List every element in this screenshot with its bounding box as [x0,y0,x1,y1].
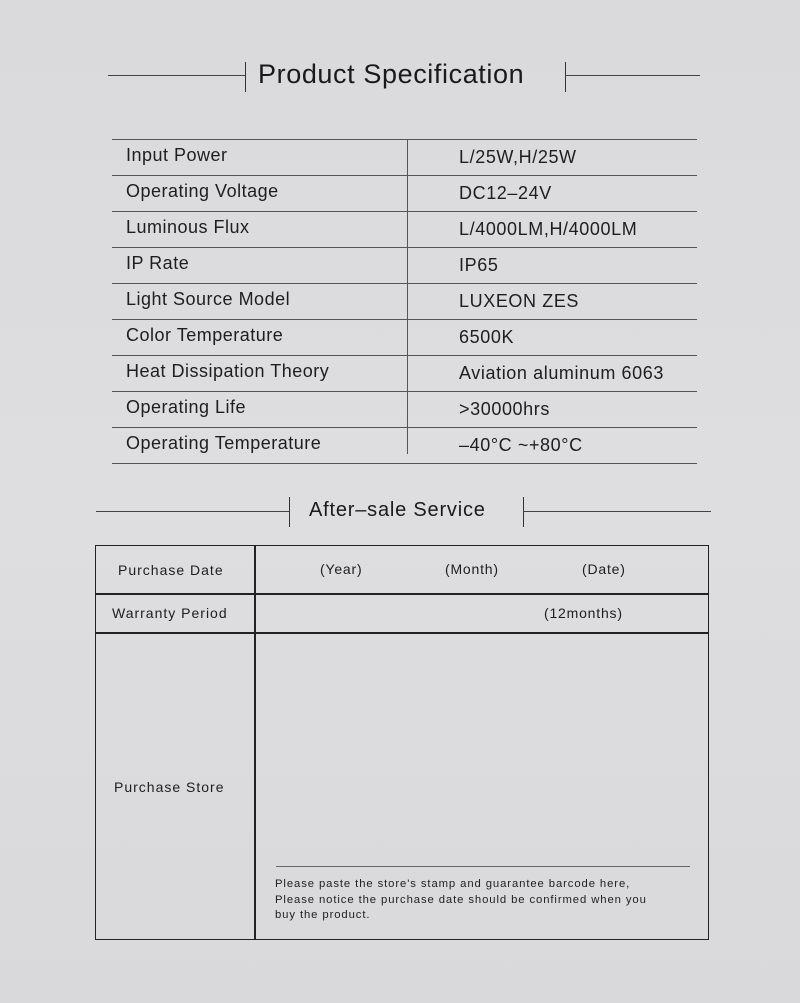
spec-row [112,175,697,211]
table-row-divider [96,632,708,634]
header-tick-right [523,497,524,527]
spec-row [112,247,697,283]
spec-row [112,283,697,319]
spec-value: 6500K [459,327,515,347]
service-table [95,545,709,940]
note-line: Please notice the purchase date should be confirmed when you [275,893,647,906]
spec-value: L/25W,H/25W [459,147,577,167]
spec-label: Operating Voltage [126,181,279,201]
purchase-day-field: (Date) [582,561,626,577]
spec-label: Luminous Flux [126,217,250,237]
spec-value: –40°C ~+80°C [459,435,583,455]
spec-row [112,139,697,175]
spec-table [112,139,697,464]
header-rule-right [565,75,700,76]
spec-value: L/4000LM,H/4000LM [459,219,638,239]
spec-value: >30000hrs [459,399,550,419]
spec-label: Input Power [126,145,228,165]
table-row-divider [96,593,708,595]
header-tick-left [245,62,246,92]
spec-row [112,427,697,464]
spec-label: Operating Life [126,397,247,417]
purchase-store-label: Purchase Store [114,779,225,795]
service-section-title: After–sale Service [309,499,486,521]
header-rule-left [108,75,246,76]
spec-row [112,211,697,247]
spec-section-title: Product Specification [258,59,525,89]
spec-value: DC12–24V [459,183,552,203]
spec-column-divider [407,139,408,454]
spec-row [112,319,697,355]
header-tick-right [565,62,566,92]
spec-label: Color Temperature [126,325,284,345]
spec-label: Light Source Model [126,289,291,309]
purchase-month-field: (Month) [445,561,499,577]
note-line: buy the product. [275,909,371,921]
spec-row [112,355,697,391]
table-column-divider [254,546,256,939]
warranty-period-label: Warranty Period [112,605,228,621]
warranty-period-value: (12months) [544,605,623,621]
spec-label: IP Rate [126,253,190,273]
spec-value: LUXEON ZES [459,291,580,311]
spec-label: Heat Dissipation Theory [126,361,330,381]
purchase-date-label: Purchase Date [118,562,224,578]
spec-value: Aviation aluminum 6063 [459,363,664,383]
stamp-area-rule [276,866,690,867]
header-rule-left [96,511,289,512]
header-tick-left [289,497,290,527]
header-rule-right [523,511,711,512]
spec-value: IP65 [459,255,499,275]
service-section-header [0,494,800,530]
note-line: Please paste the store's stamp and guarantee barcode here, [275,878,631,890]
spec-label: Operating Temperature [126,433,322,453]
store-stamp-note [275,877,695,924]
purchase-year-field: (Year) [320,561,363,577]
spec-section-header [0,55,800,95]
spec-row [112,391,697,427]
